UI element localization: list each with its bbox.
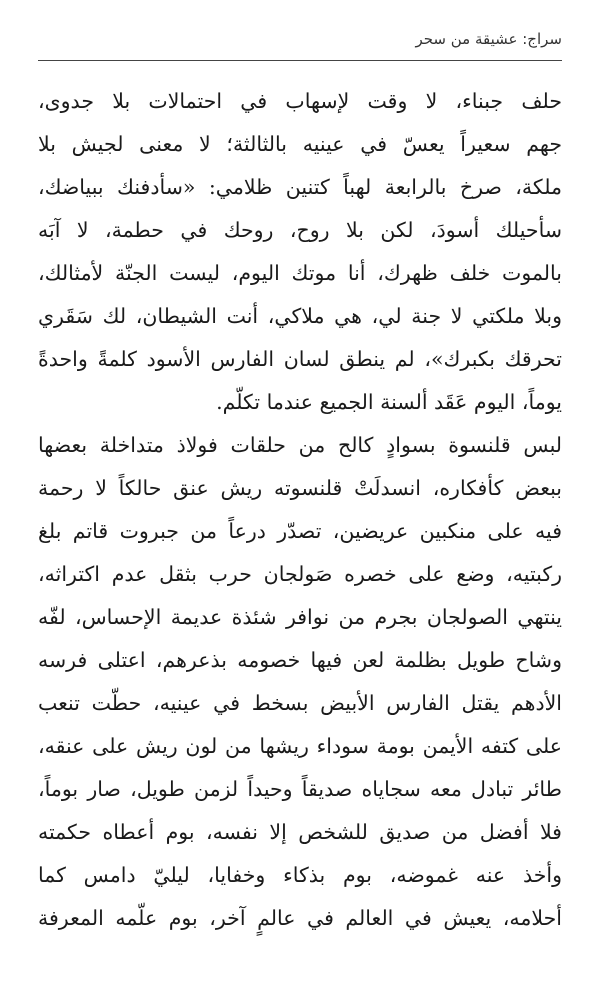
header-rule <box>38 60 562 61</box>
body-text <box>38 80 562 940</box>
text-line: حلف جبناء، لا وقت لإسهاب في احتمالات بلا جدوى، <box>38 89 562 113</box>
text-line: ببعض كأفكاره، انسدلَتْ قلنسوته ريش عنق حالكاً لا رحمة <box>38 476 562 500</box>
text-line: فلا أفضل من صديق للشخص إلا نفسه، بوم أعطاه حكمته <box>38 820 562 844</box>
text-line: الأدهم يقتل الفارس الأبيض بسخط في عينيه، حطّت تنعب <box>38 691 562 715</box>
text-line: تحرقك بكبرك»، لم ينطق لسان الفارس الأسود كلمةً واحدةً <box>38 347 562 371</box>
paragraph-1 <box>38 80 562 424</box>
text-line: على كتفه الأيمن بومة سوداء ريشها من لون ريش على عنقه، <box>38 734 562 758</box>
text-line: أحلامه، يعيش في العالم في عالمٍ آخر، بوم علّمه المعرفة <box>38 906 562 930</box>
running-header: سراج: عشيقة من سحر <box>415 30 562 48</box>
text-line: وبلا ملكتي لا جنة لي، هي ملاكي، أنت الشيطان، لك سَقَري <box>38 304 562 328</box>
text-line: وشاح طويل بظلمة لعن فيها خصومه بذعرهم، اعتلى فرسه <box>38 648 562 672</box>
text-line: يوماً، اليوم عَقَد ألسنة الجميع عندما تكلّم. <box>216 390 562 414</box>
text-line: لبس قلنسوة بسوادٍ كالح من حلقات فولاذ متداخلة بعضها <box>38 433 562 457</box>
text-line: ركبتيه، وضع على خصره صَولجان حرب بثقل عدم اكتراثه، <box>38 562 562 586</box>
paragraph-2 <box>38 424 562 940</box>
text-line: ملكة، صرخ بالرابعة لهباً كتنين ظلامي: «سأدفنك ببياضك، <box>38 175 562 199</box>
text-line: طائر تبادل معه سجاياه صديقاً وحيداً لزمن طويل، صار بوماً، <box>38 777 562 801</box>
text-line: فيه على منكبين عريضين، تصدّر درعاً من جبروت قاتم بلغ <box>38 519 562 543</box>
text-line: ينتهي الصولجان بجرم من نوافر شئذة عديمة الإحساس، لفّه <box>38 605 562 629</box>
text-line: بالموت خلف ظهرك، أنا موتك اليوم، ليست الجنّة لأمثالك، <box>38 261 562 285</box>
text-line: جهم سعيراً يعسّ في عينيه بالثالثة؛ لا معنى لجيش بلا <box>38 132 562 156</box>
text-line: وأخذ عنه غموضه، بوم بذكاء وخفايا، ليليّ دامس كما <box>38 863 562 887</box>
text-line: سأحيلك أسودَ، لكن بلا روح، روحك في حطمة، لا آبَه <box>38 218 562 242</box>
